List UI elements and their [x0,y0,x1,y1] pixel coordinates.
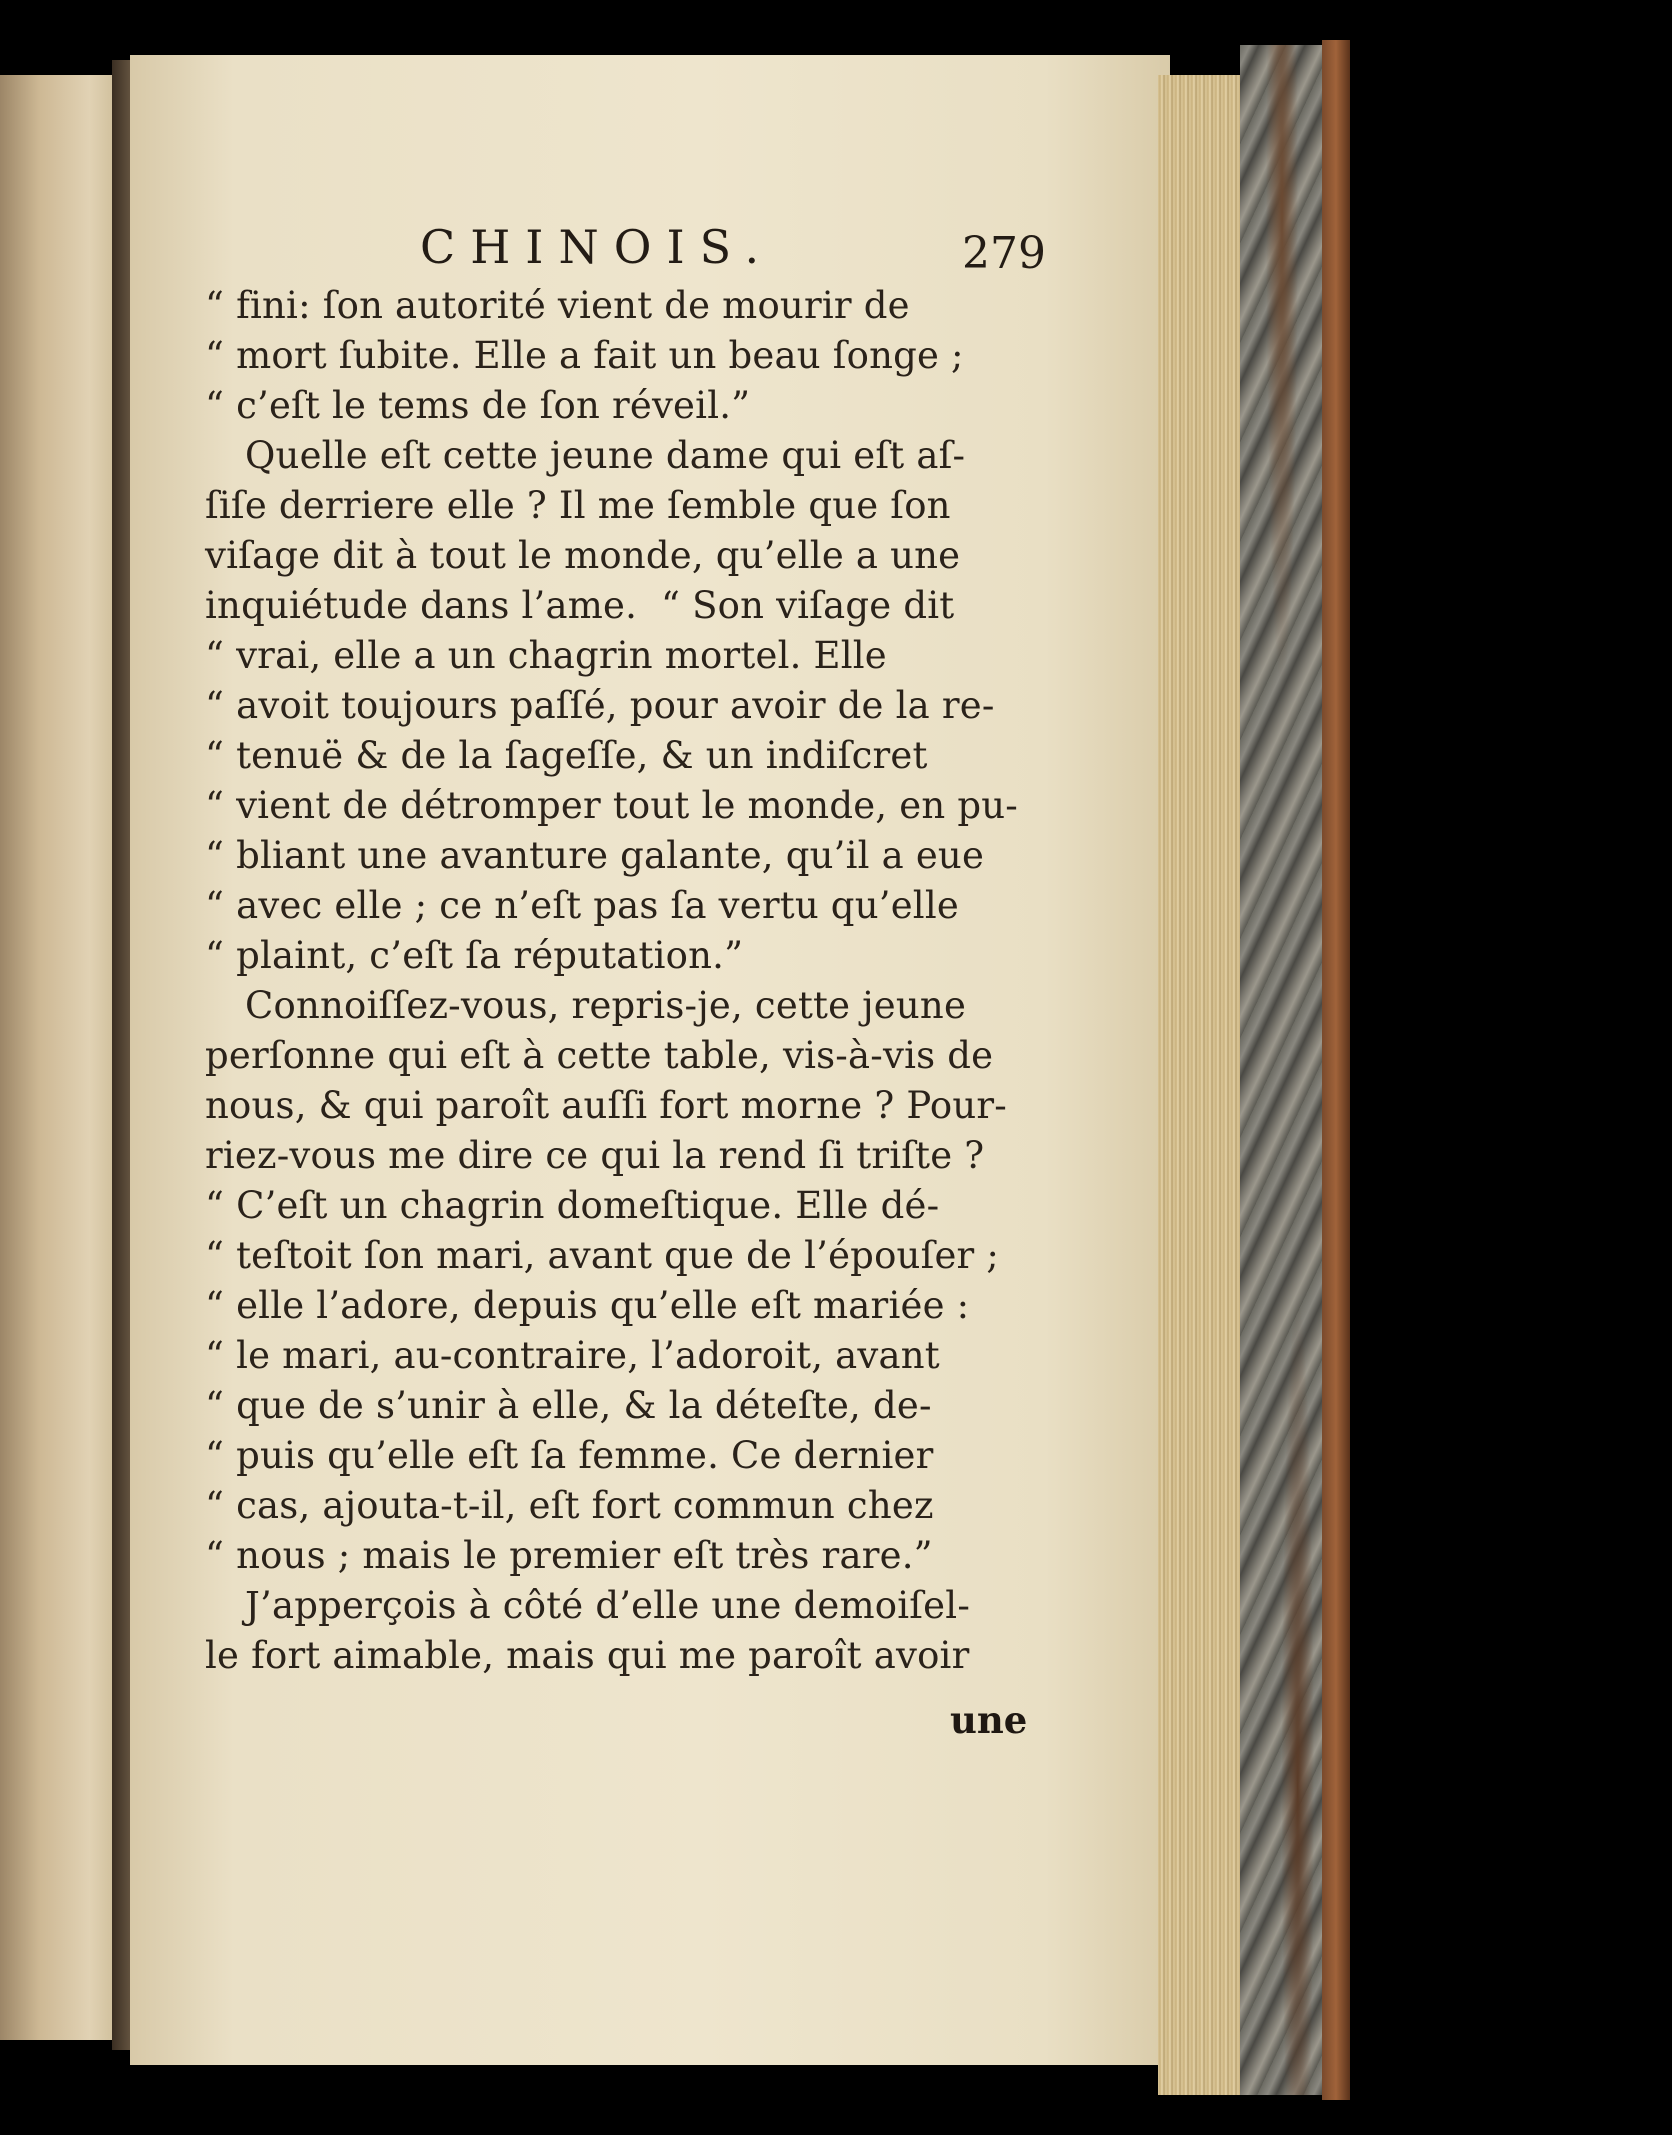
text-line: “ bliant une avanture galante, qu’il a eue [205,834,985,877]
text-line: “ avec elle ; ce n’eſt pas ſa vertu qu’elle [205,884,959,927]
text-line: nous, & qui paroît auſſi fort morne ? Pour- [205,1084,1008,1127]
text-line: viſage dit à tout le monde, qu’elle a une [205,534,961,577]
text-line: J’apperçois à côté d’elle une demoiſel- [245,1584,971,1627]
text-line: perſonne qui eſt à cette table, vis-à-vis de [205,1034,994,1077]
text-line: le fort aimable, mais qui me paroît avoir [205,1634,970,1677]
text-line: “ plaint, c’eſt ſa réputation.” [205,934,744,977]
text-line: Quelle eſt cette jeune dame qui eſt aſ- [245,434,966,477]
text-line: “ fini: ſon autorité vient de mourir de [205,284,910,327]
text-line: “ le mari, au-contraire, l’adoroit, avant [205,1334,940,1377]
text-line: ſiſe derriere elle ? Il me ſemble que ſon [205,484,951,527]
text-line: riez-vous me dire ce qui la rend ſi triſte ? [205,1134,985,1177]
page-number: 279 [962,228,1046,279]
text-line: “ cas, ajouta-t-il, eſt fort commun chez [205,1484,934,1527]
text-line: “ nous ; mais le premier eſt très rare.” [205,1534,933,1577]
running-head: CHINOIS. [420,220,775,274]
catchword: une [950,1698,1028,1742]
text-line: “ elle l’adore, depuis qu’elle eſt mariée : [205,1284,970,1327]
text-line: inquiétude dans l’ame. “ Son viſage dit [205,584,955,627]
text-line: “ avoit toujours paſſé, pour avoir de la re- [205,684,995,727]
text-line: “ puis qu’elle eſt ſa femme. Ce dernier [205,1434,934,1477]
text-line: “ c’eſt le tems de ſon réveil.” [205,384,751,427]
text-line: “ C’eſt un chagrin domeſtique. Elle dé- [205,1184,940,1227]
text-line: “ vient de détromper tout le monde, en pu- [205,784,1018,827]
text-line: “ que de s’unir à elle, & la déteſte, de- [205,1384,932,1427]
text-line: Connoiſſez-vous, repris-je, cette jeune [245,984,967,1027]
text-line: “ mort ſubite. Elle a fait un beau ſonge ; [205,334,964,377]
text-line: “ tenuë & de la ſageſſe, & un indiſcret [205,734,928,777]
text-line: “ vrai, elle a un chagrin mortel. Elle [205,634,887,677]
text-line: “ teſtoit ſon mari, avant que de l’épouſer ; [205,1234,1000,1277]
